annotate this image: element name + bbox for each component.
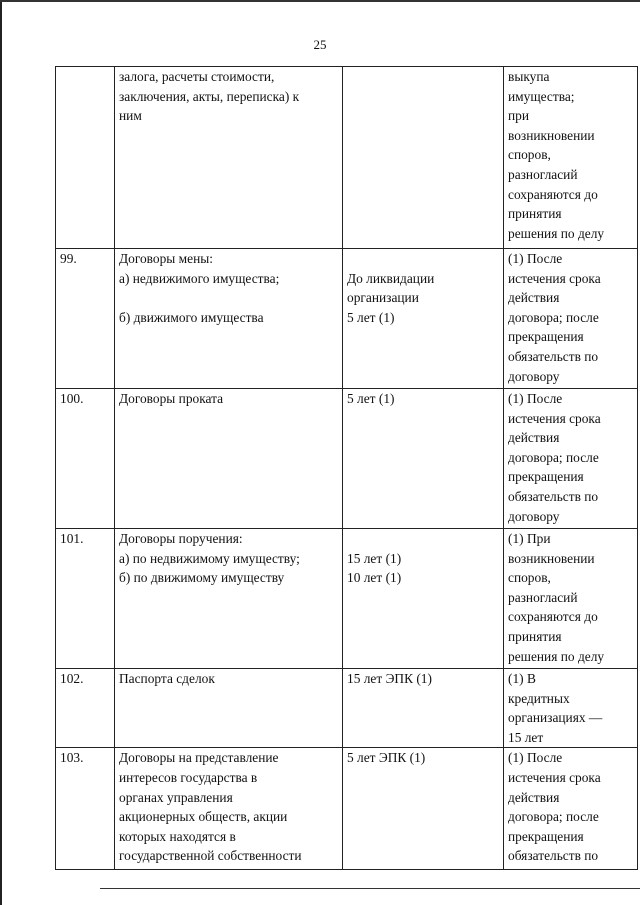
retention-note-line: обязательств по bbox=[508, 848, 599, 864]
retention-note-line: действия bbox=[508, 789, 560, 805]
document-title-line: органах управления bbox=[119, 789, 233, 805]
retention-note bbox=[504, 529, 638, 669]
document-title-line: а) по недвижимому имуществу; bbox=[119, 550, 300, 566]
retention-term bbox=[343, 389, 504, 529]
row-number: 99. bbox=[56, 249, 115, 389]
document-title-line: акционерных обществ, акции bbox=[119, 809, 288, 825]
retention-note bbox=[504, 67, 638, 249]
retention-note-line: истечения срока bbox=[508, 410, 601, 426]
scan-edge-left bbox=[0, 0, 2, 905]
retention-note-line: возникновении bbox=[508, 550, 595, 566]
retention-note-line: принятия bbox=[508, 206, 562, 222]
table-row bbox=[56, 669, 638, 748]
document-title-line: Паспорта сделок bbox=[119, 671, 215, 686]
document-title-line: Договоры поручения: bbox=[119, 531, 243, 546]
page-number: 25 bbox=[313, 37, 327, 52]
retention-note-line: 15 лет bbox=[508, 729, 544, 745]
retention-note bbox=[504, 249, 638, 389]
retention-term bbox=[343, 669, 504, 748]
row-number: 102. bbox=[56, 669, 115, 748]
document-title-line: а) недвижимого имущества; bbox=[119, 270, 280, 286]
retention-term-line: 10 лет (1) bbox=[347, 570, 402, 586]
document-title-line: Договоры проката bbox=[119, 391, 224, 406]
retention-note-line: организациях — bbox=[508, 710, 603, 726]
document-title-line: б) движимого имущества bbox=[119, 309, 264, 325]
retention-note-line: сохраняются до bbox=[508, 609, 598, 625]
table-row bbox=[56, 748, 638, 870]
retention-note-line: обязательств по bbox=[508, 488, 599, 504]
retention-term-line: 5 лет (1) bbox=[347, 391, 395, 406]
document-title-line: Договоры на представление bbox=[119, 750, 279, 766]
document-title-line: залога, расчеты стоимости, bbox=[119, 69, 275, 84]
retention-note bbox=[504, 669, 638, 748]
row-number: 103. bbox=[56, 748, 115, 870]
document-title-line: ним bbox=[119, 108, 142, 124]
retention-note-line: сохраняются до bbox=[508, 186, 598, 202]
retention-note-line: истечения срока bbox=[508, 270, 601, 286]
retention-note-line: имущества; bbox=[508, 88, 575, 104]
document-title bbox=[115, 529, 343, 669]
document-title bbox=[115, 67, 343, 249]
retention-table bbox=[55, 66, 638, 870]
retention-term-line: 5 лет ЭПК (1) bbox=[347, 750, 426, 766]
table-row bbox=[56, 389, 638, 529]
document-title-line: интересов государства в bbox=[119, 769, 258, 785]
retention-note-line: договора; после bbox=[508, 309, 599, 325]
retention-term-line: 15 лет ЭПК (1) bbox=[347, 671, 432, 686]
document-title-line bbox=[119, 288, 338, 308]
retention-note bbox=[504, 389, 638, 529]
document-title-line: заключения, акты, переписка) к bbox=[119, 88, 300, 104]
retention-note-line: прекращения bbox=[508, 469, 584, 485]
table-body bbox=[56, 67, 638, 870]
retention-term bbox=[343, 67, 504, 249]
retention-note-line: прекращения bbox=[508, 828, 584, 844]
retention-note-line: (1) В bbox=[508, 671, 536, 686]
retention-note-line: действия bbox=[508, 290, 560, 306]
table-row bbox=[56, 67, 638, 249]
retention-note-line: договора; после bbox=[508, 449, 599, 465]
retention-term-line: 5 лет (1) bbox=[347, 309, 395, 325]
retention-note-line: действия bbox=[508, 430, 560, 446]
retention-note-line: возникновении bbox=[508, 127, 595, 143]
scan-bottom-edge bbox=[100, 888, 640, 889]
document-title-line: Договоры мены: bbox=[119, 251, 213, 266]
retention-note-line: споров, bbox=[508, 147, 551, 163]
retention-note-line: разногласий bbox=[508, 589, 578, 605]
retention-note-line: споров, bbox=[508, 570, 551, 586]
retention-note-line: (1) После bbox=[508, 251, 563, 266]
retention-note-line: прекращения bbox=[508, 329, 584, 345]
retention-note-line: кредитных bbox=[508, 690, 570, 706]
retention-term bbox=[343, 748, 504, 870]
retention-note-line: (1) При bbox=[508, 531, 551, 546]
retention-note-line: при bbox=[508, 108, 530, 124]
retention-term-line: организации bbox=[347, 290, 419, 306]
retention-term-line: 15 лет (1) bbox=[347, 550, 402, 566]
document-title-line: государственной собственности bbox=[119, 848, 302, 864]
retention-note-line: обязательств по bbox=[508, 348, 599, 364]
retention-term bbox=[343, 249, 504, 389]
retention-note-line: решения по делу bbox=[508, 225, 605, 241]
document-title bbox=[115, 669, 343, 748]
row-number: 101. bbox=[56, 529, 115, 669]
retention-term-line: До ликвидации bbox=[347, 270, 435, 286]
document-title bbox=[115, 249, 343, 389]
row-number: 100. bbox=[56, 389, 115, 529]
table-row bbox=[56, 249, 638, 389]
retention-term-line bbox=[347, 529, 499, 549]
retention-term bbox=[343, 529, 504, 669]
retention-note-line: договору bbox=[508, 508, 560, 524]
retention-term-line bbox=[347, 249, 499, 269]
retention-note-line: истечения срока bbox=[508, 769, 601, 785]
document-title bbox=[115, 748, 343, 870]
retention-note bbox=[504, 748, 638, 870]
retention-note-line: выкупа bbox=[508, 69, 550, 84]
scan-edge-top bbox=[0, 0, 640, 2]
retention-note-line: разногласий bbox=[508, 166, 578, 182]
retention-note-line: принятия bbox=[508, 628, 562, 644]
retention-note-line: решения по делу bbox=[508, 648, 605, 664]
retention-note-line: договору bbox=[508, 368, 560, 384]
retention-note-line: (1) После bbox=[508, 750, 563, 766]
row-number bbox=[56, 67, 115, 249]
document-title-line: б) по движимому имуществу bbox=[119, 570, 285, 586]
table-row bbox=[56, 529, 638, 669]
retention-note-line: (1) После bbox=[508, 391, 563, 406]
retention-note-line: договора; после bbox=[508, 809, 599, 825]
document-title-line: которых находятся в bbox=[119, 828, 236, 844]
document-title bbox=[115, 389, 343, 529]
